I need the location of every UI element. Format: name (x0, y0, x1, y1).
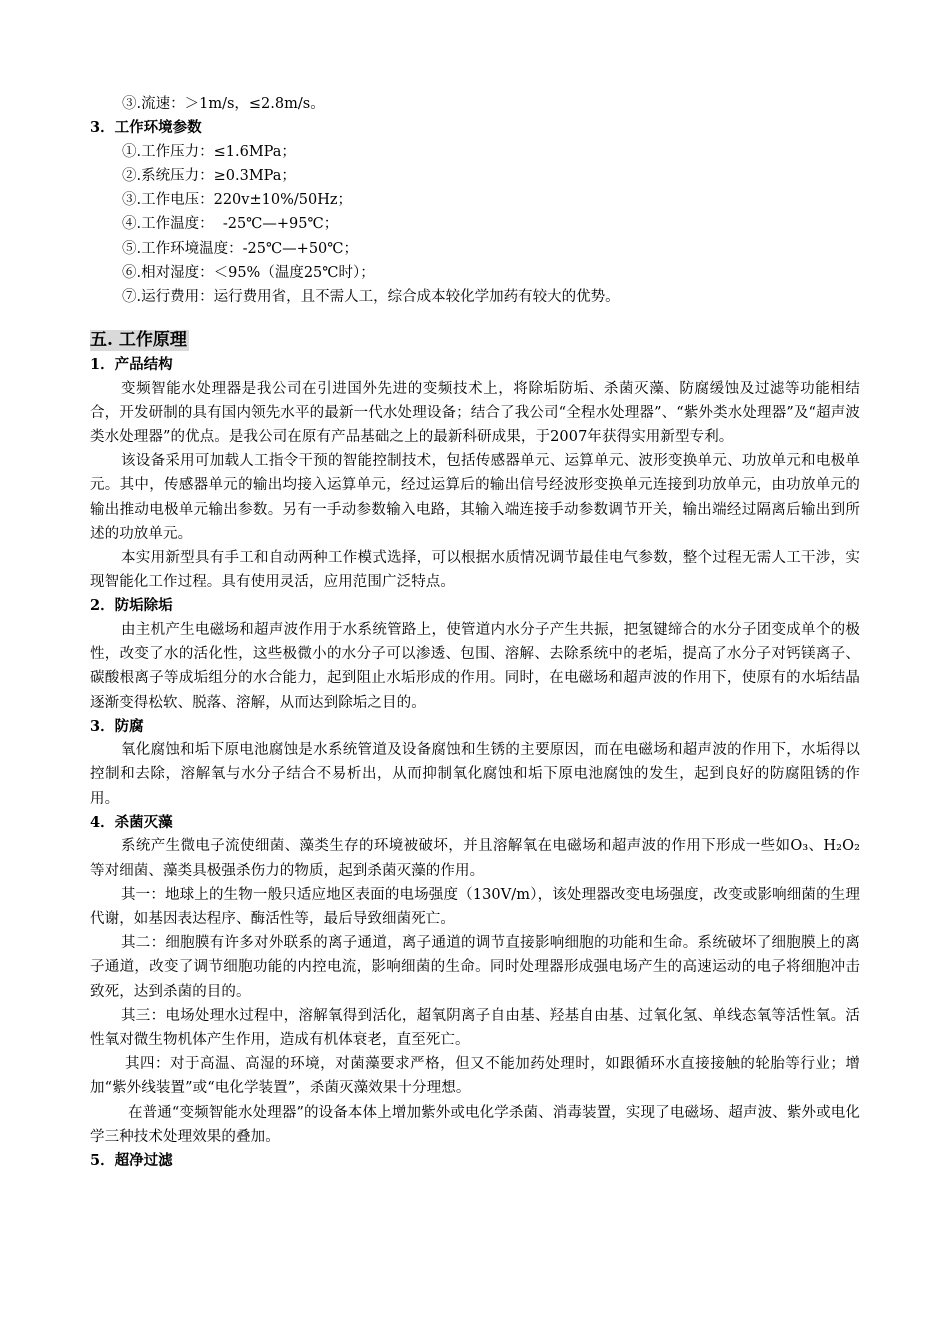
sterilization-paragraph-4: 其三：电场处理水过程中，溶解氧得到活化，超氧阴离子自由基、羟基自由基、过氧化氢、单线态氧等活性氧。活性氧对微生物机体产生作用，造成有机体衰老，直至死亡。 (90, 1007, 860, 1048)
product-structure-paragraph-2: 该设备采用可加载人工指令干预的智能控制技术，包括传感器单元、运算单元、波形变换单元、功放单元和电极单元。其中，传感器单元的输出均接入运算单元，经过运算后的输出信号经波形变换单元连接到功放单元，由功放单元的输出推动电极单元输出参数。另有一手动参数输入电路，其输入端连接手动参数调节开关，输出端经过隔离后输出到所述的功放单元。 (90, 453, 860, 542)
env-item-pressure: ①.工作压力：≤1.6MPa； (122, 143, 296, 160)
product-structure-paragraph-1: 变频智能水处理器是我公司在引进国外先进的变频技术上，将除垢防垢、杀菌灭藻、防腐缓蚀及过滤等功能相结合，开发研制的具有国内领先水平的最新一代水处理设备；结合了我公司“全程水处理器”、“紫外类水处理器”及“超声波类水处理器”的优点。是我公司在原有产品基础之上的最新科研成果，于2007年获得实用新型专利。 (90, 380, 860, 446)
env-item-running-cost: ⑦.运行费用：运行费用省，且不需人工，综合成本较化学加药有较大的优势。 (122, 288, 620, 305)
ultra-filtration-heading: 5．超净过滤 (90, 1152, 173, 1170)
flow-speed-item: ③.流速：＞1m/s，≤2.8m/s。 (122, 96, 325, 112)
product-structure-paragraph-3: 本实用新型具有手工和自动两种工作模式选择，可以根据水质情况调节最佳电气参数，整个过程无需人工干涉，实现智能化工作过程。具有使用灵活，应用范围广泛特点。 (90, 550, 860, 591)
env-item-ambient-temperature: ⑤.工作环境温度：-25℃—+50℃； (122, 240, 358, 257)
anticorrosion-paragraph: 氧化腐蚀和垢下原电池腐蚀是水系统管道及设备腐蚀和生锈的主要原因，而在电磁场和超声波的作用下，水垢得以控制和去除，溶解氧与水分子结合不易析出，从而抑制氧化腐蚀和垢下原电池腐蚀的发生，起到良好的防腐阻锈的作用。 (90, 742, 860, 807)
sterilization-paragraph-2: 其一：地球上的生物一般只适应地区表面的电场强度（130V/m），该处理器改变电场强度，改变或影响细菌的生理代谢，如基因表达程序、酶活性等，最后导致细菌死亡。 (90, 886, 860, 927)
env-item-system-pressure: ②.系统压力：≥0.3MPa； (122, 167, 296, 184)
env-item-voltage: ③.工作电压：220v±10%/50Hz； (122, 192, 352, 209)
document-page (90, 92, 860, 1173)
section-title-text: 五. 工作原理 (90, 330, 187, 351)
scale-removal-heading: 2．防垢除垢 (90, 597, 173, 615)
section-title-working-principle (90, 327, 860, 353)
anticorrosion-heading: 3．防腐 (90, 717, 144, 735)
sterilization-paragraph-6: 在普通“变频智能水处理器”的设备本体上增加紫外或电化学杀菌、消毒装置，实现了电磁场、超声波、紫外或电化学三种技术处理效果的叠加。 (90, 1104, 860, 1145)
env-item-temperature: ④.工作温度： -25℃—+95℃； (122, 216, 339, 233)
scale-removal-paragraph: 由主机产生电磁场和超声波作用于水系统管路上，使管道内水分子产生共振，把氢键缔合的水分子团变成单个的极性，改变了水的活化性，这些极微小的水分子可以渗透、包围、溶解、去除系统中的老垢，提高了水分子对钙镁离子、碳酸根离子等成垢组分的水合能力，起到阻止水垢形成的作用。同时，在电磁场和超声波的作用下，使原有的水垢结晶逐渐变得松软、脱落、溶解，从而达到除垢之目的。 (90, 621, 860, 711)
sterilization-heading: 4．杀菌灭藻 (90, 813, 173, 831)
sterilization-paragraph-3: 其二：细胞膜有许多对外联系的离子通道，离子通道的调节直接影响细胞的功能和生命。系统破坏了细胞膜上的离子通道，改变了调节细胞功能的内控电流，影响细菌的生命。同时处理器形成强电场产生的高速运动的电子将细胞冲击致死，达到杀菌的目的。 (90, 935, 860, 1000)
sterilization-paragraph-5: 其四：对于高温、高湿的环境，对菌藻要求严格，但又不能加药处理时，如跟循环水直接接触的轮胎等行业；增加“紫外线装置”或“电化学装置”，杀菌灭藻效果十分理想。 (90, 1056, 860, 1097)
product-structure-heading: 1．产品结构 (90, 356, 173, 374)
sterilization-paragraph-1: 系统产生微电子流使细菌、藻类生存的环境被破坏，并且溶解氧在电磁场和超声波的作用下形成一些如O₃、H₂O₂等对细菌、藻类具极强杀伤力的物质，起到杀菌灭藻的作用。 (90, 838, 860, 879)
env-params-heading: 3．工作环境参数 (90, 119, 202, 137)
env-item-humidity: ⑥.相对湿度：＜95%（温度25℃时）； (122, 264, 375, 281)
